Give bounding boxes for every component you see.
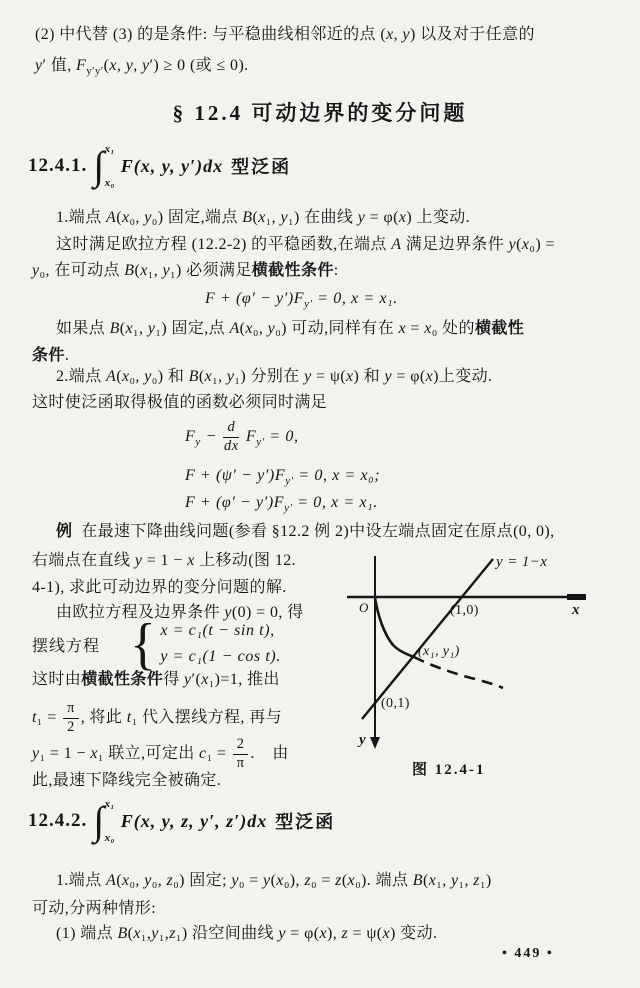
equation-transversality: $F + (\varphi' - y')F_{y'} = 0$, x = x₁. (205, 290, 398, 311)
heading-suffix: 型泛函 (231, 157, 292, 177)
page-number: • 449 • (502, 946, 554, 961)
figure-canvas (345, 548, 595, 755)
top-paragraph-line-1: (2) 中代替 (3) 的是条件: 与平稳曲线相邻近的点 (x, y) 以及对于任意的 (35, 26, 535, 43)
body-line: 这时满足欧拉方程 (12.2-2) 的平稳函数,在端点 A 满足边界条件 y(x₀) = (56, 236, 555, 253)
subsection-number: 12.4.1. (28, 155, 88, 176)
integral-upper-limit: x₁ (104, 798, 115, 810)
heading-suffix: 型泛函 (275, 812, 336, 832)
subsection-heading-12-4-2 (28, 798, 335, 844)
body-line: 由欧拉方程及边界条件 y(0) = 0, 得 (56, 604, 304, 621)
body-line: t₁ = $\frac{\pi}{2}$ , 将此 t₁ 代入摆线方程, 再与 (32, 700, 282, 735)
integral-upper-limit: x₁ (104, 143, 115, 155)
system-equations (160, 618, 281, 670)
integral-sign: ∫ (93, 143, 105, 188)
subsection-heading-12-4-1 (28, 143, 291, 189)
body-line: (1) 端点 B(x₁,y₁,z₁) 沿空间曲线 y = φ(x), z = ψ(x) 变动. (56, 925, 438, 942)
point-1-0-label: (1,0) (450, 603, 479, 618)
example-intro: 在最速下降曲线问题(参看 §12.2 例 2)中设左端点固定在原点(0, 0), (81, 523, 555, 540)
system-brace: { (130, 612, 157, 676)
body-line: 1.端点 A(x₀, y₀, z₀) 固定; y₀ = y(x₀), z₀ = z(x₀). 端点 B(x₁, y₁, z₁) (56, 872, 492, 889)
body-line: y₁ = 1 − x₁ 联立,可定出 c₁ = $\frac{2}{\pi}$ . 由 (32, 736, 289, 771)
cycloid-solid-curve (375, 598, 414, 657)
body-line: y₀, 在可动点 B(x₁, y₁) 必须满足横截性条件: (32, 262, 339, 279)
system-label: 摆线方程 (32, 637, 101, 655)
body-line: 4-1), 求此可动边界的变分问题的解. (32, 579, 287, 596)
body-line: 1.端点 A(x₀, y₀) 固定,端点 B(x₁, y₁) 在曲线 y = φ(x) 上变动. (56, 209, 471, 226)
figure-12-4-1 (345, 548, 595, 755)
equation-condition-x1: $F + (\varphi' - y')F_{y'} = 0$, x = x₁. (185, 494, 378, 515)
integral-sign: ∫ (93, 798, 105, 843)
integral-lower-limit: x₀ (104, 832, 115, 844)
body-line: 如果点 B(x₁, y₁) 固定,点 A(x₀, y₀) 可动,同样有在 x = x₀ 处的横截性 (56, 320, 525, 337)
boundary-line-y-equals-1-minus-x (362, 559, 493, 719)
body-line: 此,最速下降线完全被确定. (32, 772, 222, 789)
equation-euler: $F_y$ − $\frac{d}{dx}$ $F_{y'} = 0$, (185, 419, 299, 454)
integrand: F(x, y, y′)dx (120, 155, 224, 176)
y-axis-arrow (370, 737, 380, 749)
body-line: 条件. (32, 347, 70, 364)
origin-label: O (359, 600, 369, 615)
subsection-number: 12.4.2. (28, 810, 88, 831)
equation-condition-x0: $F + (\psi' - y')F_{y'} = 0$, x = x₀; (185, 467, 381, 488)
x-axis-label: x (572, 602, 580, 618)
line-equation-label: y = 1−x (496, 554, 548, 570)
figure-caption: 图 12.4-1 (412, 762, 486, 778)
section-heading: § 12.4 可动边界的变分问题 (172, 101, 468, 125)
integrand: F(x, y, z, y′, z′)dx (120, 810, 268, 831)
example-paragraph-start (32, 521, 555, 543)
body-line: 2.端点 A(x₀, y₀) 和 B(x₁, y₁) 分别在 y = ψ(x) 和 y = φ(x)上变动. (56, 368, 493, 385)
top-paragraph-line-2: y′ 值, $F_{y'y'}(x$, y, y′) ≥ 0 (或 ≤ 0). (35, 57, 249, 78)
cycloid-equation-system (32, 612, 281, 676)
body-line: 这时使泛函取得极值的函数必须同时满足 (32, 394, 328, 411)
example-label: 例 (56, 523, 73, 540)
point-0-1-label: (0,1) (381, 696, 410, 711)
body-line: 这时由横截性条件得 y′(x₁)=1, 推出 (32, 671, 280, 688)
integral-limits (105, 143, 115, 189)
cycloid-equation-x: x = c₁(t − sin t), (160, 622, 275, 639)
cycloid-equation-y: y = c₁(1 − cos t). (160, 648, 281, 665)
integral-lower-limit: x₀ (104, 177, 115, 189)
y-axis-label: y (359, 732, 367, 748)
body-line: 右端点在直线 y = 1 − x 上移动(图 12. (32, 552, 297, 569)
integral-limits (105, 798, 115, 844)
body-line: 可动,分两种情形: (32, 900, 157, 917)
point-x1-y1-label: (x₁, y₁) (418, 644, 460, 659)
cycloid-dashed-curve (414, 657, 503, 688)
